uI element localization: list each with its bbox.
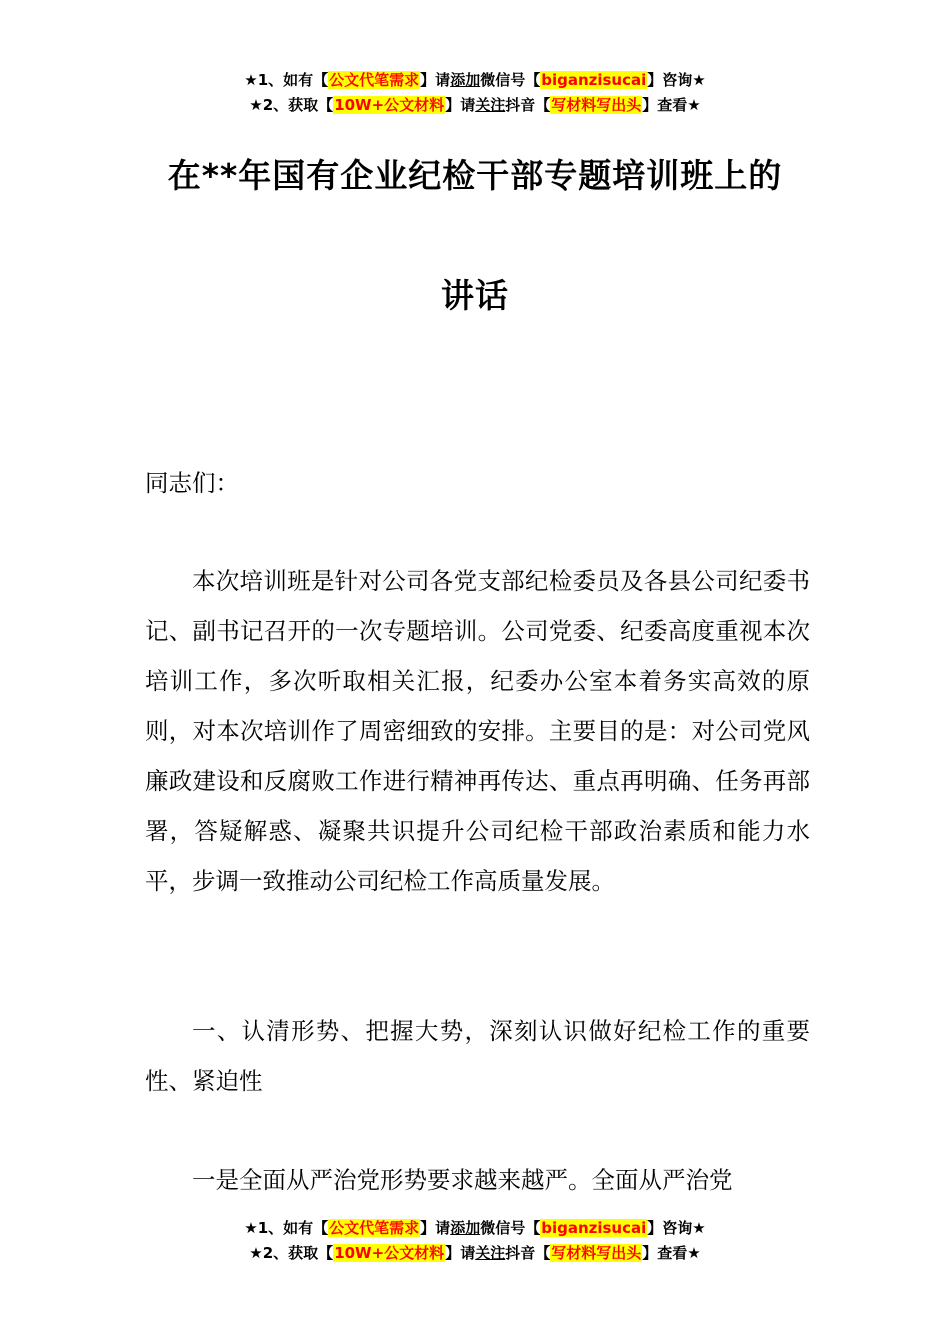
banner-text: 】查看★ bbox=[642, 96, 701, 114]
banner-text: ★2、获取【 bbox=[249, 1244, 334, 1262]
banner-underline: 添加 bbox=[450, 71, 481, 89]
banner-text: ★2、获取【 bbox=[249, 96, 334, 114]
document-title-line-2: 讲话 bbox=[441, 276, 509, 315]
document-title-line-1: 在**年国有企业纪检干部专题培训班上的 bbox=[167, 156, 783, 195]
banner-text: 】请 bbox=[445, 96, 476, 114]
header-banner bbox=[0, 68, 950, 118]
banner-highlight: 公文代笔需求 bbox=[329, 1219, 420, 1237]
banner-line-1 bbox=[0, 68, 950, 93]
banner-highlight: biganzisucai bbox=[541, 71, 647, 89]
banner-highlight: 10W+公文材料 bbox=[334, 1244, 445, 1262]
banner-underline: 添加 bbox=[450, 1219, 481, 1237]
banner-highlight: biganzisucai bbox=[541, 1219, 647, 1237]
salutation: 同志们： bbox=[145, 469, 239, 497]
banner-text: 】请 bbox=[420, 1219, 451, 1237]
banner-text: 抖音【 bbox=[505, 1244, 551, 1262]
banner-highlight: 写材料写出头 bbox=[551, 96, 642, 114]
banner-line-1 bbox=[0, 1216, 950, 1241]
banner-highlight: 公文代笔需求 bbox=[329, 71, 420, 89]
banner-underline: 关注 bbox=[475, 1244, 506, 1262]
footer-banner bbox=[0, 1216, 950, 1266]
banner-text: 微信号【 bbox=[480, 71, 541, 89]
banner-highlight: 10W+公文材料 bbox=[334, 96, 445, 114]
banner-line-2 bbox=[0, 1241, 950, 1266]
banner-underline: 关注 bbox=[475, 96, 506, 114]
banner-text: 微信号【 bbox=[480, 1219, 541, 1237]
banner-text: ★1、如有【 bbox=[244, 1219, 329, 1237]
banner-text: 】查看★ bbox=[642, 1244, 701, 1262]
banner-text: 】咨询★ bbox=[647, 71, 706, 89]
paragraph-intro: 本次培训班是针对公司各党支部纪检委员及各县公司纪委书记、副书记召开的一次专题培训。公司党委、纪委高度重视本次培训工作，多次听取相关汇报，纪委办公室本着务实高效的原则，对本次培训作了周密细致的安排。主要目的是：对公司党风廉政建设和反腐败工作进行精神再传达、重点再明确、任务再部署，答疑解惑、凝聚共识提升公司纪检干部政治素质和能力水平，步调一致推动公司纪检工作高质量发展。 bbox=[145, 567, 810, 895]
banner-text: 】咨询★ bbox=[647, 1219, 706, 1237]
banner-text: ★1、如有【 bbox=[244, 71, 329, 89]
paragraph-point-1: 一是全面从严治党形势要求越来越严。全面从严治党 bbox=[192, 1166, 733, 1194]
section-heading-1: 一、认清形势、把握大势，深刻认识做好纪检工作的重要性、紧迫性 bbox=[145, 1017, 810, 1095]
banner-line-2 bbox=[0, 93, 950, 118]
banner-text: 抖音【 bbox=[505, 96, 551, 114]
banner-text: 】请 bbox=[445, 1244, 476, 1262]
banner-text: 】请 bbox=[420, 71, 451, 89]
banner-highlight: 写材料写出头 bbox=[551, 1244, 642, 1262]
